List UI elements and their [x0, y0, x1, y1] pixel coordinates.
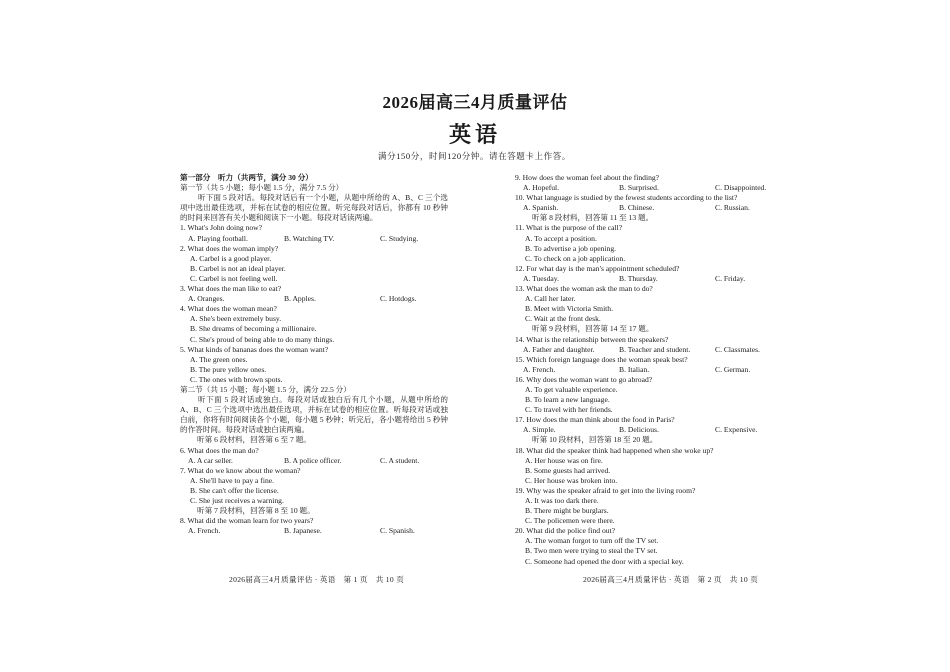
option: A. She's been extremely busy.: [190, 314, 282, 324]
material-heading: 听第 10 段材料，回答第 18 至 20 题。: [532, 435, 658, 445]
material-heading: 听第 6 段材料，回答第 6 至 7 题。: [197, 435, 311, 445]
option: B. Italian.: [619, 364, 650, 374]
question-3: 3. What does the man like to eat?: [180, 284, 282, 294]
question-16: 16. Why does the woman want to go abroad?: [515, 374, 653, 384]
question-6-options: [180, 456, 448, 466]
question-19: 19. Why was the speaker afraid to get into the living room?: [515, 485, 696, 495]
question-7: 7. What do we know about the woman?: [180, 465, 301, 475]
option: A. It was too dark there.: [525, 496, 599, 505]
option: C. Studying.: [380, 233, 419, 243]
question-15-options: [515, 365, 783, 375]
option: C. Her house was broken into.: [525, 475, 618, 485]
question-20: 20. What did the police find out?: [515, 526, 616, 536]
section-2-instructions: 听下面 5 段对话或独白。每段对话或独白后有几个小题，从题中所给的 A、B、C 三个选项中选出最佳选项，并标在试卷的相应位置。听每段对话或独白前，你将有时间阅读各个小题，每小题 5 秒钟；听完后，各小题将给出 5 秒钟的作答时间。每段对话或独白读两遍。: [180, 395, 448, 435]
option: A. She'll have to pay a fine.: [190, 475, 275, 485]
exam-note: 满分150分，时间120分钟。请在答题卡上作答。: [378, 151, 571, 161]
option: A. Hopeful.: [523, 183, 560, 193]
option: C. German.: [715, 364, 751, 374]
option: C. She just receives a warning.: [190, 496, 284, 505]
question-15: 15. Which foreign language does the woman speak best?: [515, 354, 688, 364]
section-1-instructions: 听下面 5 段对话。每段对话后有一个小题，从题中所给的 A、B、C 三个选项中选出最佳选项，并标在试卷的相应位置。听完每段对话后，你都有 10 秒钟的时间来回答有关小题和阅读下一小题。每段对话读两遍。: [180, 193, 448, 223]
option: A. Tuesday.: [523, 273, 560, 283]
option: A. Her house was on fire.: [525, 455, 603, 465]
question-9-options: [515, 183, 783, 193]
option: B. There might be burglars.: [525, 506, 609, 516]
question-14: 14. What is the relationship between the speakers?: [515, 334, 669, 344]
option: A. Spanish.: [523, 203, 559, 213]
section-1-title: 第一节（共 5 小题；每小题 1.5 分，满分 7.5 分）: [180, 183, 344, 193]
option: B. Delicious.: [619, 425, 659, 435]
option: A. To get valuable experience.: [525, 384, 618, 394]
question-3-options: [180, 294, 448, 304]
left-column: [180, 173, 448, 536]
option: C. She's proud of being able to do many things.: [190, 334, 335, 344]
option: A. French.: [523, 364, 556, 374]
option: C. Friday.: [715, 273, 746, 283]
option: B. She dreams of becoming a millionaire.: [190, 324, 317, 334]
option: A. Simple.: [523, 425, 556, 435]
option: B. Thursday.: [619, 273, 658, 283]
question-11: 11. What is the purpose of the call?: [515, 223, 623, 233]
section-2-title: 第二节（共 15 小题；每小题 1.5 分，满分 22.5 分）: [180, 384, 351, 394]
question-17: 17. How does the man think about the food in Paris?: [515, 415, 675, 425]
option: C. The ones with brown spots.: [190, 374, 283, 384]
option: B. The pure yellow ones.: [190, 364, 267, 374]
exam-title: 2026届高三4月质量评估: [382, 93, 568, 112]
right-column: [515, 173, 783, 567]
option: C. A student.: [380, 455, 420, 465]
option: A. The woman forgot to turn off the TV set.: [525, 536, 659, 546]
page-footer-left: 2026届高三4月质量评估 · 英语 第 1 页 共 10 页: [229, 575, 405, 584]
option: B. Surprised.: [619, 183, 659, 193]
option: A. The green ones.: [190, 354, 248, 364]
option: B. To learn a new language.: [525, 395, 610, 405]
material-heading: 听第 9 段材料，回答第 14 至 17 题。: [532, 324, 654, 334]
option: B. Japanese.: [284, 526, 322, 536]
option: B. Meet with Victoria Smith.: [525, 304, 613, 314]
option: C. Someone had opened the door with a special key.: [525, 556, 684, 566]
question-1-options: [180, 234, 448, 244]
option: C. To travel with her friends.: [525, 405, 613, 415]
option: B. A police officer.: [284, 455, 342, 465]
question-10: 10. What language is studied by the fewest students according to the list?: [515, 193, 738, 203]
option: B. Chinese.: [619, 203, 655, 213]
question-1: 1. What's John doing now?: [180, 223, 263, 233]
option: A. Father and daughter.: [523, 344, 595, 354]
option: C. Hotdogs.: [380, 294, 417, 304]
option: C. Wait at the front desk.: [525, 314, 601, 324]
option: B. To advertise a job opening.: [525, 243, 617, 253]
material-heading: 听第 7 段材料，回答第 8 至 10 题。: [197, 506, 315, 516]
option: B. Carbel is not an ideal player.: [190, 263, 286, 273]
option: B. Apples.: [284, 294, 316, 304]
question-5: 5. What kinds of bananas does the woman want?: [180, 344, 329, 354]
question-18: 18. What did the speaker think had happened when she woke up?: [515, 445, 714, 455]
option: C. Carbel is not feeling well.: [190, 273, 278, 283]
question-12: 12. For what day is the man's appointment scheduled?: [515, 263, 680, 273]
page-footer-right: 2026届高三4月质量评估 · 英语 第 2 页 共 10 页: [583, 575, 759, 584]
option: C. To check on a job application.: [525, 253, 626, 263]
question-9: 9. How does the woman feel about the finding?: [515, 173, 660, 182]
option: A. Oranges.: [188, 294, 225, 304]
option: B. Some guests had arrived.: [525, 465, 611, 475]
option: C. Disappointed.: [715, 183, 767, 193]
option: C. Russian.: [715, 203, 750, 213]
question-2: 2. What does the woman imply?: [180, 243, 279, 253]
question-17-options: [515, 425, 783, 435]
question-10-options: [515, 203, 783, 213]
question-6: 6. What does the man do?: [180, 445, 259, 455]
option: C. Spanish.: [380, 526, 415, 536]
option: A. Call her later.: [525, 294, 576, 304]
option: A. A car seller.: [188, 455, 233, 465]
material-heading: 听第 8 段材料，回答第 11 至 13 题。: [532, 213, 654, 223]
question-4: 4. What does the woman mean?: [180, 304, 277, 314]
question-8-options: [180, 526, 448, 536]
option: B. She can't offer the license.: [190, 485, 279, 495]
option: B. Teacher and student.: [619, 344, 691, 354]
option: B. Watching TV.: [284, 233, 335, 243]
option: A. To accept a position.: [525, 233, 597, 243]
question-8: 8. What did the woman learn for two years?: [180, 516, 314, 526]
option: A. Carbel is a good player.: [190, 253, 272, 263]
option: A. French.: [188, 526, 221, 536]
option: B. Two men were trying to steal the TV set.: [525, 546, 658, 556]
option: A. Playing football.: [188, 233, 248, 243]
subject-title: 英语: [448, 122, 501, 147]
part-title: 第一部分 听力（共两节，满分 30 分）: [180, 173, 313, 182]
question-13: 13. What does the woman ask the man to do?: [515, 284, 653, 294]
option: C. The policemen were there.: [525, 516, 615, 526]
question-12-options: [515, 274, 783, 284]
option: C. Classmates.: [715, 344, 760, 354]
option: C. Expensive.: [715, 425, 758, 435]
question-14-options: [515, 345, 783, 355]
